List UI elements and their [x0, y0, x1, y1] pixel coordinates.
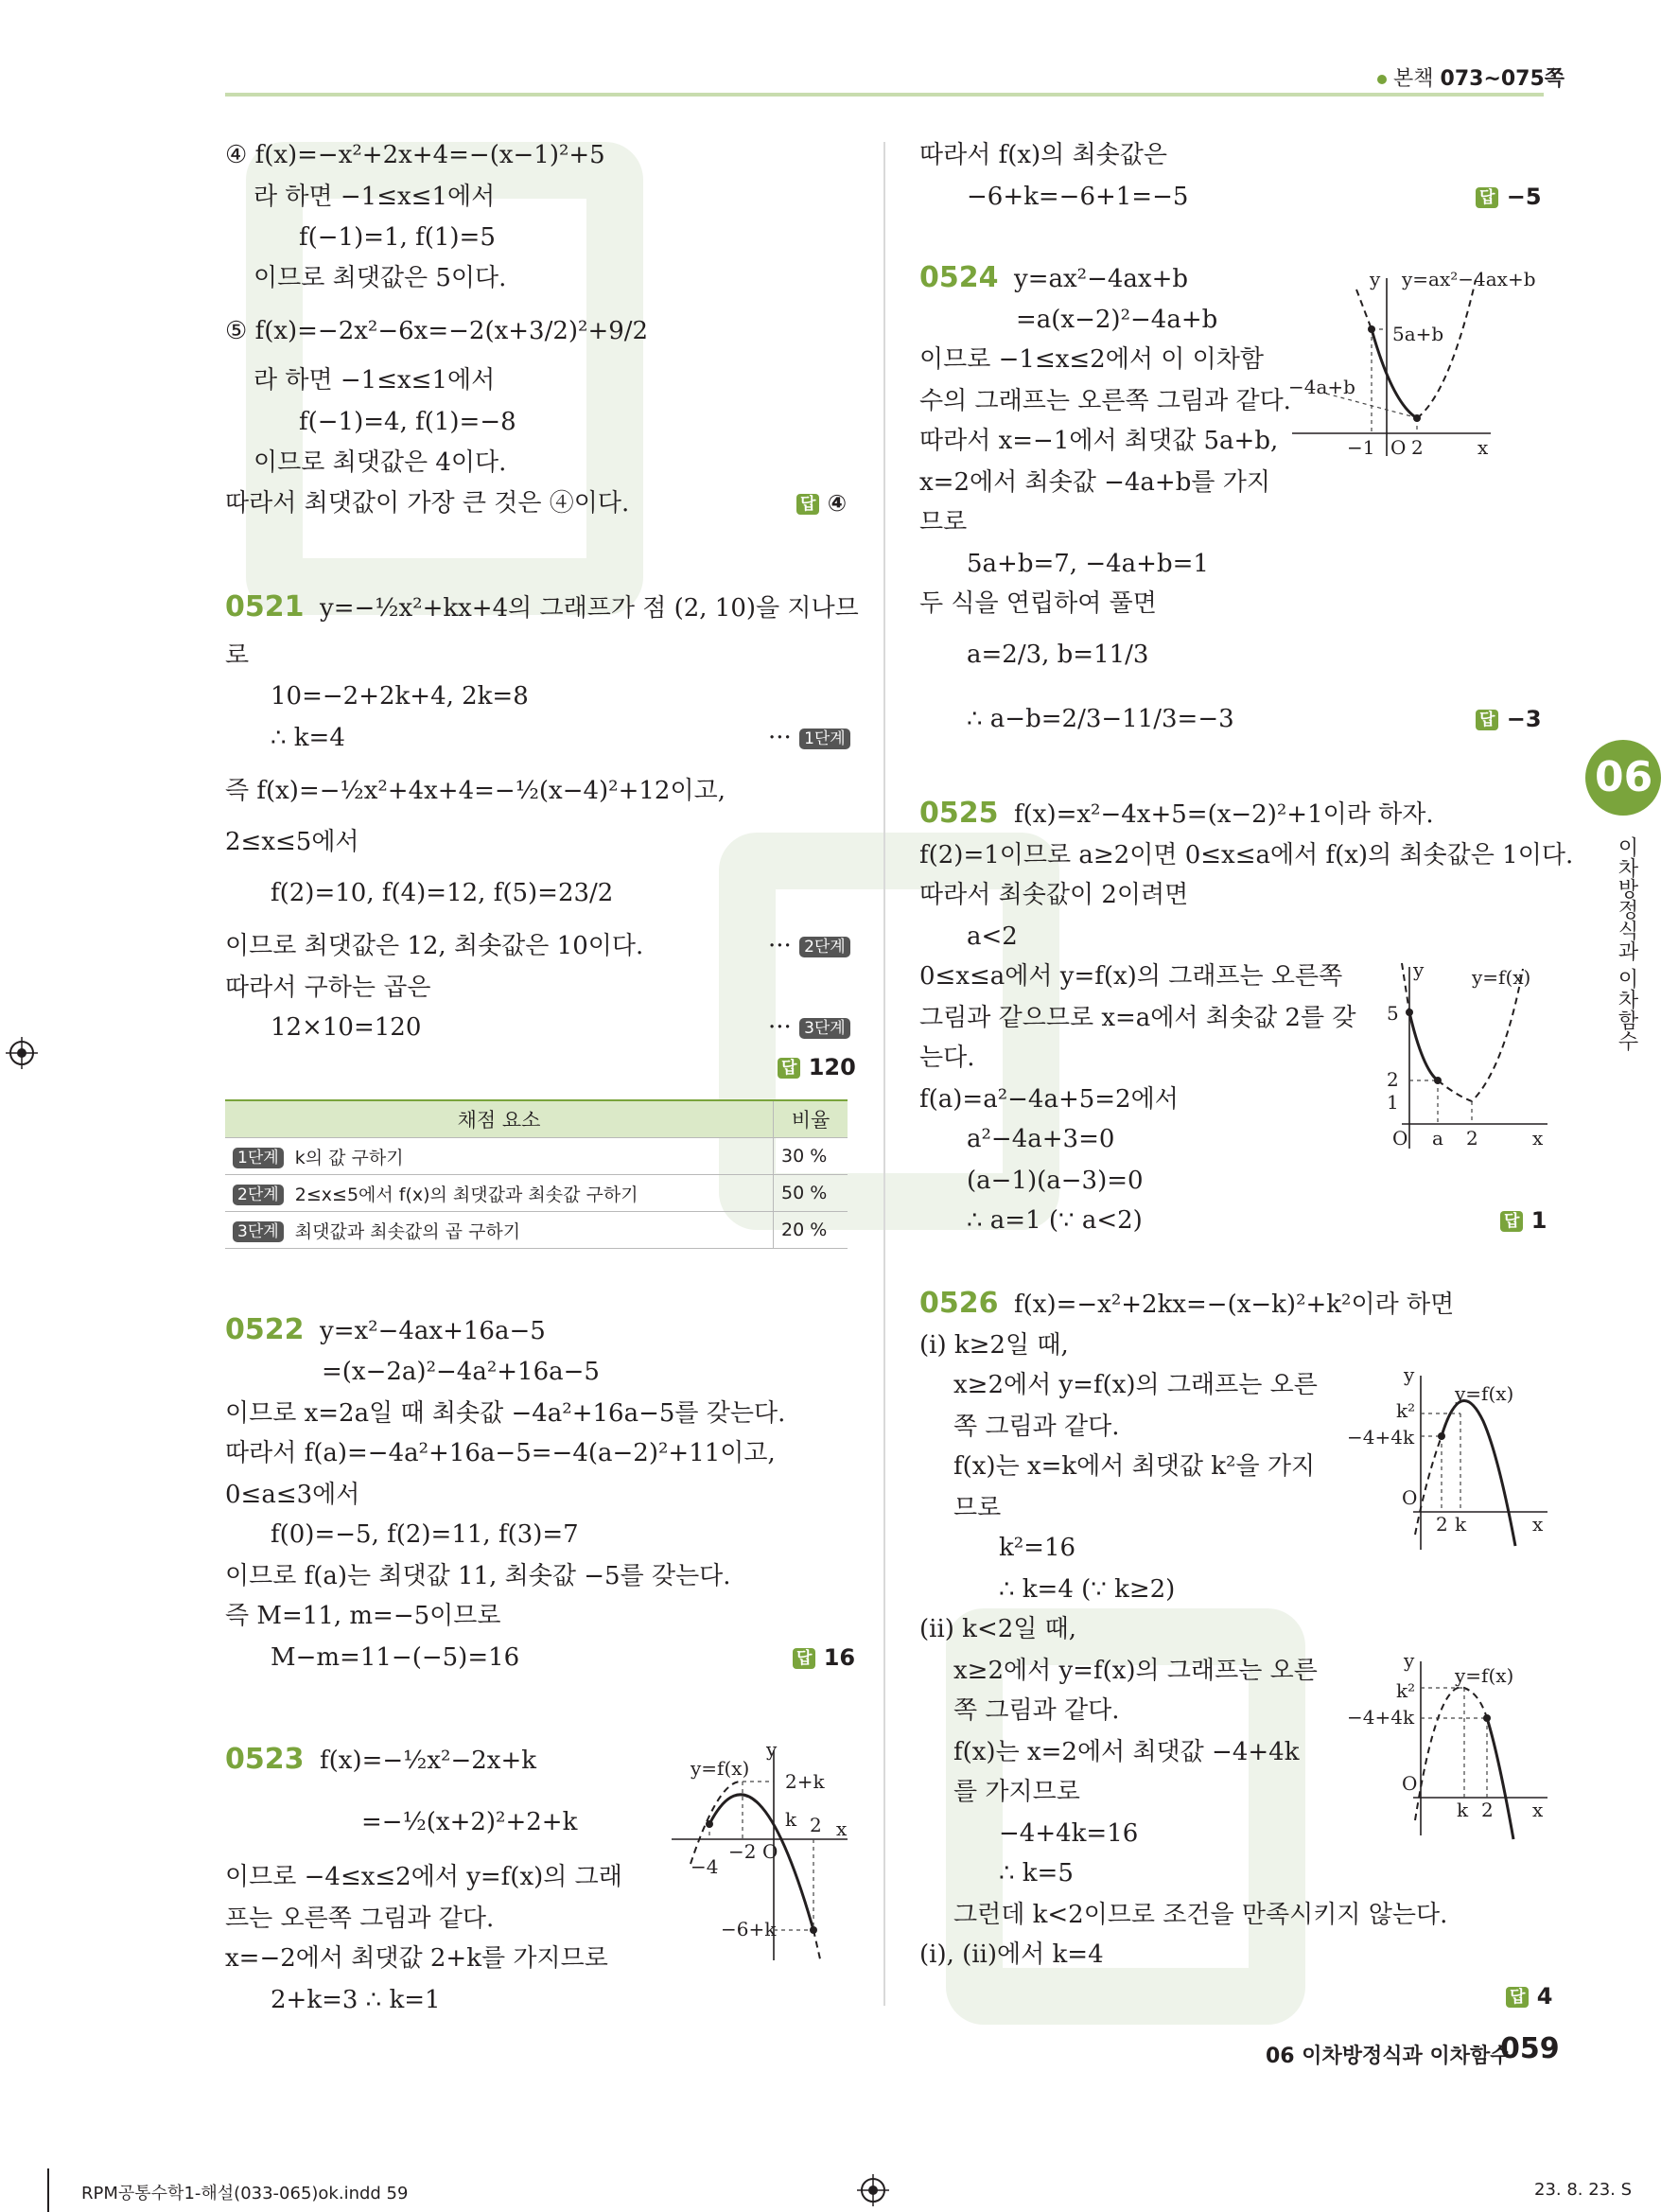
answer-mark: 답 [1476, 710, 1498, 730]
solution-line: ⑤ f(x)=−2x²−6x=−2(x+3/2)²+9/2 [225, 317, 649, 345]
solution-line: 이므로 최댓값은 5이다. [254, 264, 507, 292]
bullet-dot-icon [1377, 75, 1387, 84]
footer-chapter: 06 이차방정식과 이차함수 [1266, 2045, 1511, 2068]
solution-line: 10=−2+2k+4, 2k=8 [271, 682, 529, 711]
graph-label: −4a+b [1288, 376, 1355, 398]
table-header: 채점 요소 [225, 1100, 774, 1138]
graph-label: 2 [1436, 1513, 1448, 1536]
problem-0523 [225, 1743, 536, 1778]
graph-label: −2 [728, 1840, 757, 1863]
problem-0525 [919, 797, 1434, 832]
solution-line: y=−½x²+kx+4의 그래프가 점 (2, 10)을 지나므 [320, 594, 859, 623]
solution-line: 2+k=3 ∴ k=1 [271, 1986, 441, 2014]
solution-line: 즉 M=11, m=−5이므로 [225, 1602, 501, 1630]
graph-label: −4+4k [1347, 1426, 1415, 1448]
answer-box [796, 486, 847, 520]
answer-value: ④ [827, 490, 848, 517]
solution-line: M−m=11−(−5)=16 [271, 1643, 520, 1672]
graph-label: x [1532, 1127, 1544, 1150]
graph-label: k [1455, 1513, 1467, 1536]
solution-line: ∴ k=4 (∵ k≥2) [999, 1575, 1176, 1604]
table-cell: 최댓값과 최솟값의 곱 구하기 [294, 1220, 521, 1242]
solution-line: a<2 [967, 922, 1018, 951]
answer-box [793, 1641, 855, 1675]
solution-line: 므로 [953, 1494, 1002, 1522]
graph-0526-i [1347, 1364, 1551, 1554]
graph-0525 [1381, 956, 1551, 1154]
answer-value: 4 [1536, 1983, 1553, 2010]
graph-label: y [1404, 1649, 1415, 1672]
problem-0524 [919, 261, 1188, 296]
answer-mark: 답 [1506, 1987, 1529, 2008]
solution-line: 그런데 k<2이므로 조건을 만족시키지 않는다. [953, 1901, 1448, 1929]
table-cell: k의 값 구하기 [294, 1147, 404, 1168]
problem-number: 0523 [225, 1743, 305, 1776]
graph-label: y=f(x) [691, 1757, 750, 1780]
solution-line: f(x)=−x²+2kx=−(x−k)²+k²이라 하면 [1014, 1290, 1455, 1319]
solution-line: 즉 f(x)=−½x²+4x+4=−½(x−4)²+12이고, [225, 777, 726, 805]
solution-line: x≥2에서 y=f(x)의 그래프는 오른 [953, 1657, 1318, 1685]
problem-number: 0525 [919, 797, 999, 830]
solution-line: k²=16 [999, 1534, 1076, 1562]
chapter-number: 06 [1595, 753, 1653, 801]
graph-label: −4 [691, 1855, 719, 1878]
solution-line: x≥2에서 y=f(x)의 그래프는 오른 [953, 1371, 1318, 1399]
answer-box [1476, 180, 1542, 214]
graph-label: a [1432, 1127, 1443, 1150]
table-cell: 2≤x≤5에서 f(x)의 최댓값과 최솟값 구하기 [294, 1184, 638, 1205]
page-header [1377, 62, 1565, 92]
header-rule [225, 93, 1544, 97]
solution-line: =a(x−2)²−4a+b [1016, 306, 1218, 334]
answer-box [1476, 702, 1542, 736]
solution-line: 이므로 최댓값은 12, 최솟값은 10이다. [225, 932, 644, 960]
problem-0526 [919, 1287, 1454, 1322]
graph-label: 5a+b [1392, 323, 1444, 345]
solution-line: 프는 오른쪽 그림과 같다. [225, 1905, 495, 1933]
solution-line: 므로 [919, 508, 968, 536]
solution-line: 따라서 f(x)의 최솟값은 [919, 141, 1168, 169]
solution-line: 수의 그래프는 오른쪽 그림과 같다. [919, 387, 1291, 415]
solution-line: f(−1)=4, f(1)=−8 [299, 408, 516, 436]
answer-value: 16 [823, 1644, 856, 1671]
solution-line: f(2)=10, f(4)=12, f(5)=23/2 [271, 879, 614, 907]
header-pages: 073~075쪽 [1440, 67, 1565, 91]
solution-line: 5a+b=7, −4a+b=1 [967, 550, 1209, 578]
graph-label: −6+k [721, 1918, 777, 1940]
graph-label: y=f(x) [1472, 966, 1531, 989]
solution-line: 쪽 그림과 같다. [953, 1696, 1120, 1725]
registration-mark-icon [6, 1037, 38, 1069]
solution-line: y=ax²−4ax+b [1014, 265, 1189, 293]
answer-box [778, 1050, 856, 1084]
answer-value: 1 [1530, 1207, 1547, 1234]
table-row [225, 1138, 848, 1175]
answer-mark: 답 [1476, 187, 1498, 208]
solution-line: 라 하면 −1≤x≤1에서 [254, 366, 496, 395]
step-marker: ··· 1단계 [768, 721, 850, 755]
graph-label: y=f(x) [1455, 1664, 1514, 1687]
graph-label: k² [1396, 1399, 1416, 1422]
step-badge: 3단계 [233, 1221, 284, 1242]
solution-line: 12×10=120 [271, 1013, 422, 1042]
graph-0526-ii [1347, 1650, 1551, 1839]
graph-label: 1 [1387, 1091, 1399, 1114]
step-marker: ··· 3단계 [768, 1010, 850, 1045]
table-row [225, 1175, 848, 1212]
solution-line: 2≤x≤5에서 [225, 828, 359, 856]
answer-mark: 답 [1500, 1211, 1523, 1232]
graph-label: 2 [1466, 1127, 1478, 1150]
graph-label: −4+4k [1347, 1706, 1415, 1729]
answer-box [1506, 1979, 1552, 2013]
graph-label: y [1370, 268, 1381, 290]
problem-number: 0524 [919, 261, 999, 294]
solution-line: 쪽 그림과 같다. [953, 1413, 1120, 1441]
solution-line: (ⅰ), (ⅱ)에서 k=4 [919, 1940, 1104, 1969]
graph-label: y [1404, 1363, 1415, 1386]
solution-line: (ⅱ) k<2일 때, [919, 1615, 1077, 1643]
table-cell: 30 % [774, 1138, 848, 1175]
graph-label: 5 [1387, 1002, 1399, 1025]
crop-mark [47, 2168, 49, 2212]
solution-line: ∴ a=1 (∵ a<2) [967, 1206, 1143, 1235]
graph-label: 2 [1387, 1068, 1399, 1091]
chapter-title: 이차방정식과 이차함수 [1615, 836, 1638, 1051]
graph-label: O [1402, 1486, 1418, 1509]
answer-value: −5 [1506, 184, 1542, 210]
solution-line: 이므로 x=2a일 때 최솟값 −4a²+16a−5를 갖는다. [225, 1399, 786, 1428]
graph-label: y [766, 1738, 778, 1761]
step-badge: 1단계 [799, 729, 850, 749]
solution-line: 따라서 구하는 곱은 [225, 974, 431, 1002]
answer-mark: 답 [778, 1058, 800, 1079]
graph-0523 [662, 1738, 851, 1968]
graph-label: y=f(x) [1455, 1382, 1514, 1405]
footer-filename: RPM공통수학1-해설(033-065)ok.indd 59 [81, 2184, 409, 2203]
solution-line: 이므로 −4≤x≤2에서 y=f(x)의 그래 [225, 1863, 622, 1891]
column-divider [883, 142, 885, 2006]
solution-line: 라 하면 −1≤x≤1에서 [254, 183, 496, 211]
answer-mark: 답 [796, 494, 819, 515]
registration-mark-icon [857, 2174, 889, 2206]
solution-line: ④ f(x)=−x²+2x+4=−(x−1)²+5 [225, 141, 605, 169]
answer-value: 120 [808, 1054, 856, 1080]
graph-label: 2 [1481, 1799, 1494, 1821]
solution-line: f(2)=1이므로 a≥2이면 0≤x≤a에서 f(x)의 최솟값은 1이다. [919, 841, 1574, 869]
problem-number: 0526 [919, 1287, 999, 1320]
solution-line: x=−2에서 최댓값 2+k를 가지므로 [225, 1944, 608, 1973]
solution-line: f(−1)=1, f(1)=5 [299, 223, 496, 252]
solution-line: 따라서 f(a)=−4a²+16a−5=−4(a−2)²+11이고, [225, 1439, 776, 1467]
graph-label: 2 [810, 1814, 822, 1836]
solution-line: x=2에서 최솟값 −4a+b를 가지 [919, 468, 1270, 497]
solution-line: 이므로 최댓값은 4이다. [254, 448, 507, 477]
step-badge: 1단계 [233, 1148, 284, 1168]
answer-value: −3 [1506, 706, 1542, 732]
step-badge: 2단계 [233, 1185, 284, 1205]
solution-line: a²−4a+3=0 [967, 1125, 1115, 1153]
graph-label: y=ax²−4ax+b [1402, 268, 1536, 290]
scoring-table [225, 1099, 848, 1249]
solution-line: −4+4k=16 [999, 1819, 1139, 1848]
solution-line: y=x²−4ax+16a−5 [320, 1317, 546, 1345]
solution-line: 따라서 최솟값이 2이려면 [919, 881, 1189, 909]
solution-line: f(0)=−5, f(2)=11, f(3)=7 [271, 1520, 579, 1549]
solution-line: (ⅰ) k≥2일 때, [919, 1331, 1069, 1360]
solution-line: (a−1)(a−3)=0 [967, 1167, 1144, 1195]
answer-mark: 답 [793, 1648, 815, 1669]
answer-box [1500, 1203, 1547, 1238]
solution-line: ∴ a−b=2/3−11/3=−3 [967, 705, 1234, 733]
graph-label: x [1477, 436, 1489, 459]
graph-label: k [1457, 1799, 1469, 1821]
page-number: 059 [1500, 2032, 1560, 2065]
solution-line: 0≤x≤a에서 y=f(x)의 그래프는 오른쪽 [919, 962, 1343, 991]
solution-line: 는다. [919, 1044, 975, 1072]
solution-line: =−½(x+2)²+2+k [361, 1808, 578, 1836]
solution-line: f(x)는 x=k에서 최댓값 k²을 가지 [953, 1452, 1316, 1481]
header-label: 본책 [1393, 67, 1434, 91]
solution-line: 이므로 −1≤x≤2에서 이 이차함 [919, 345, 1264, 374]
solution-line: ∴ k=5 [999, 1859, 1074, 1887]
table-header: 비율 [774, 1100, 848, 1138]
table-cell: 20 % [774, 1212, 848, 1249]
solution-line: a=2/3, b=11/3 [967, 641, 1149, 669]
graph-label: k [785, 1808, 797, 1831]
solution-line: f(a)=a²−4a+5=2에서 [919, 1085, 1179, 1114]
problem-0522 [225, 1313, 546, 1348]
graph-label: O [1392, 1127, 1408, 1150]
graph-label: k² [1396, 1679, 1416, 1702]
graph-label: O [1390, 436, 1407, 459]
graph-label: y [1413, 958, 1425, 981]
step-badge: 2단계 [799, 937, 850, 957]
solution-line: 두 식을 연립하여 풀면 [919, 589, 1157, 618]
solution-line: 이므로 f(a)는 최댓값 11, 최솟값 −5를 갖는다. [225, 1562, 731, 1590]
graph-label: −1 [1347, 436, 1375, 459]
graph-label: 2+k [785, 1770, 825, 1793]
footer-date: 23. 8. 23. S [1534, 2180, 1633, 2200]
problem-number: 0522 [225, 1313, 305, 1346]
chapter-tab [1585, 740, 1661, 816]
solution-line: ∴ k=4 [271, 724, 345, 752]
solution-line: −6+k=−6+1=−5 [967, 183, 1189, 211]
solution-line: 를 가지므로 [953, 1778, 1080, 1806]
solution-line: 로 [225, 641, 250, 670]
graph-0524 [1288, 261, 1549, 462]
problem-number: 0521 [225, 590, 305, 623]
solution-line: f(x)는 x=2에서 최댓값 −4+4k [953, 1738, 1300, 1766]
solution-line: =(x−2a)²−4a²+16a−5 [322, 1358, 600, 1386]
graph-label: O [1402, 1772, 1418, 1795]
graph-label: O [762, 1840, 778, 1863]
table-cell: 50 % [774, 1175, 848, 1212]
solution-line: 따라서 x=−1에서 최댓값 5a+b, [919, 427, 1279, 455]
step-marker: ··· 2단계 [768, 929, 850, 963]
step-badge: 3단계 [799, 1018, 850, 1039]
solution-line: f(x)=x²−4x+5=(x−2)²+1이라 하자. [1014, 800, 1434, 829]
graph-label: x [1532, 1799, 1544, 1821]
graph-label: x [836, 1817, 848, 1840]
graph-label: 2 [1411, 436, 1424, 459]
solution-line: 따라서 최댓값이 가장 큰 것은 ④이다. [225, 489, 630, 518]
solution-line: 0≤a≤3에서 [225, 1481, 360, 1509]
graph-label: x [1532, 1513, 1544, 1536]
solution-line: 그림과 같으므로 x=a에서 최솟값 2를 갖 [919, 1004, 1356, 1032]
solution-line: f(x)=−½x²−2x+k [320, 1747, 536, 1775]
table-row [225, 1212, 848, 1249]
problem-0521 [225, 590, 859, 625]
